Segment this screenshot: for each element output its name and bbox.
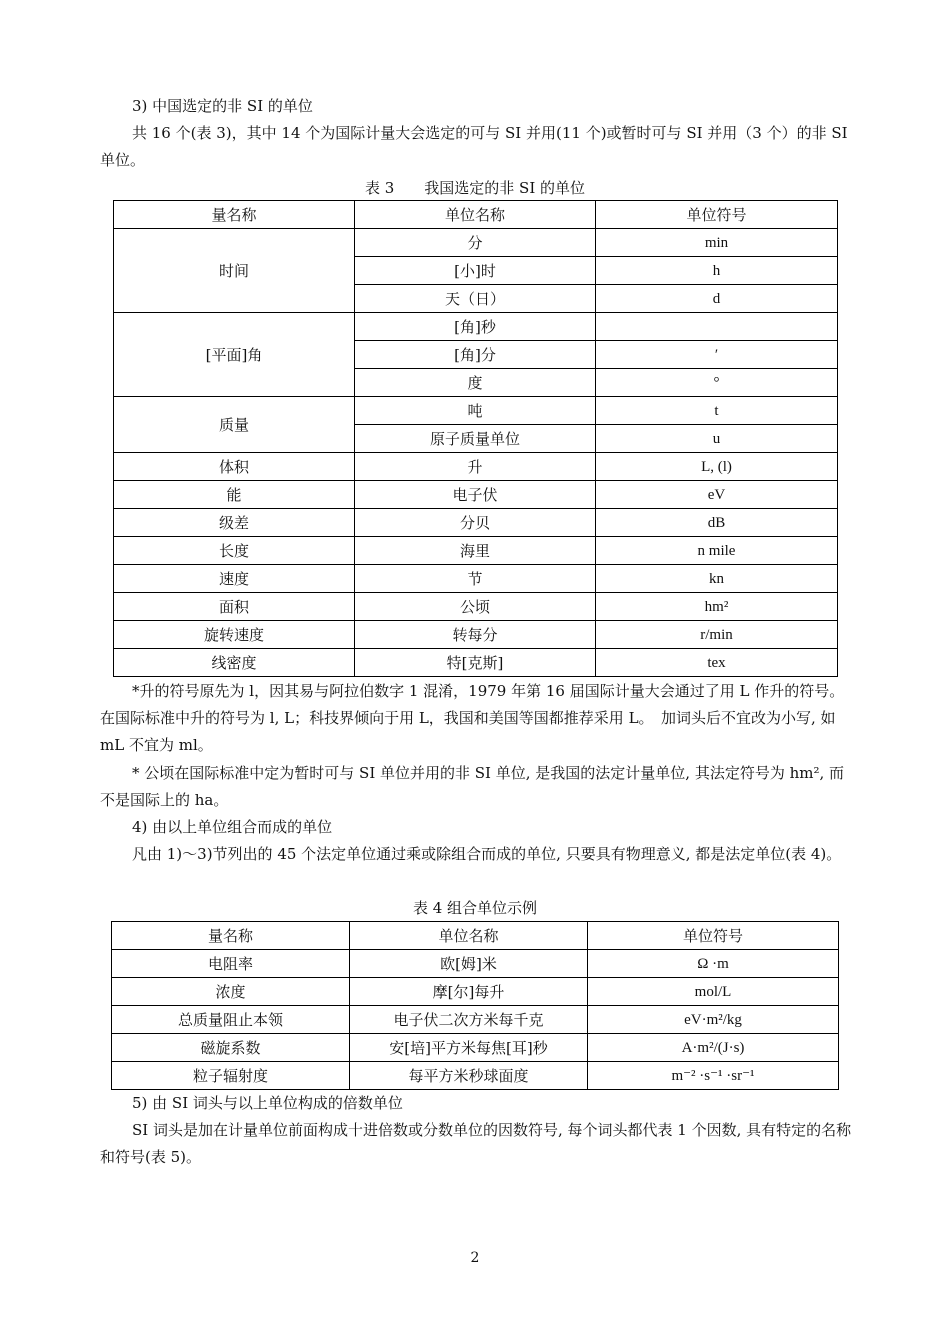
- table3-header-row: [114, 201, 838, 229]
- unit-symbol-cell: eV: [596, 481, 838, 509]
- section5-heading: 5) 由 SI 词头与以上单位构成的倍数单位: [132, 1094, 403, 1112]
- table-row: [114, 593, 838, 621]
- table-row: [112, 1006, 839, 1034]
- unit-symbol-cell: ′: [596, 341, 838, 369]
- unit-name-cell: 分: [355, 229, 596, 257]
- section4-heading: 4) 由以上单位组合而成的单位: [132, 818, 333, 836]
- quantity-cell: 速度: [114, 565, 355, 593]
- unit-name-cell: 升: [355, 453, 596, 481]
- unit-symbol-cell: t: [596, 397, 838, 425]
- unit-symbol-cell: mol/L: [588, 978, 839, 1006]
- quantity-cell: [平面]角: [114, 313, 355, 397]
- unit-symbol-cell: A·m²/(J·s): [588, 1034, 839, 1062]
- table4-header-unit-symbol: 单位符号: [588, 922, 839, 950]
- quantity-cell: 面积: [114, 593, 355, 621]
- unit-name-cell: 度: [355, 369, 596, 397]
- quantity-cell: 总质量阻止本领: [112, 1006, 350, 1034]
- table3-header-unit-symbol: 单位符号: [596, 201, 838, 229]
- quantity-cell: 线密度: [114, 649, 355, 677]
- table-row: [112, 1062, 839, 1090]
- unit-name-cell: 转每分: [355, 621, 596, 649]
- quantity-cell: 长度: [114, 537, 355, 565]
- unit-name-cell: 欧[姆]米: [350, 950, 588, 978]
- unit-symbol-cell: L, (l): [596, 453, 838, 481]
- unit-symbol-cell: kn: [596, 565, 838, 593]
- quantity-cell: 磁旋系数: [112, 1034, 350, 1062]
- unit-name-cell: 每平方米秒球面度: [350, 1062, 588, 1090]
- unit-name-cell: 吨: [355, 397, 596, 425]
- table-row: [114, 453, 838, 481]
- section3-intro: 共 16 个(表 3)，其中 14 个为国际计量大会选定的可与 SI 并用(11 个)或暂时可与 SI 并用（3 个）的非 SI 单位。: [100, 124, 848, 169]
- unit-name-cell: 海里: [355, 537, 596, 565]
- unit-name-cell: 摩[尔]每升: [350, 978, 588, 1006]
- unit-symbol-cell: m⁻² ·s⁻¹ ·sr⁻¹: [588, 1062, 839, 1090]
- note-hectare: * 公顷在国际标准中定为暂时可与 SI 单位并用的非 SI 单位, 是我国的法定计量单位, 其法定符号为 hm², 而不是国际上的 ha。: [100, 764, 845, 809]
- quantity-cell: 质量: [114, 397, 355, 453]
- table-row: [114, 481, 838, 509]
- table-row: [114, 313, 838, 341]
- table3-header-quantity: 量名称: [114, 201, 355, 229]
- unit-symbol-cell: n mile: [596, 537, 838, 565]
- unit-symbol-cell: hm²: [596, 593, 838, 621]
- unit-symbol-cell: tex: [596, 649, 838, 677]
- unit-symbol-cell: r/min: [596, 621, 838, 649]
- table-row: [114, 565, 838, 593]
- table4-caption: 表 4 组合单位示例: [412, 899, 538, 917]
- note-liter: *升的符号原先为 l，因其易与阿拉伯数字 1 混淆，1979 年第 16 届国际计量大会通过了用 L 作升的符号。 在国际标准中升的符号为 l, L；科技界倾向于用 L，我国和美国等国都推荐采用 L。 加词头后不宜改为小写, 如 mL 不宜为 ml。: [100, 682, 852, 754]
- table4-header-unit-name: 单位名称: [350, 922, 588, 950]
- quantity-cell: 浓度: [112, 978, 350, 1006]
- table-row: [114, 509, 838, 537]
- table-row: [114, 649, 838, 677]
- unit-name-cell: 原子质量单位: [355, 425, 596, 453]
- section3-heading: 3) 中国选定的非 SI 的单位: [132, 97, 313, 115]
- table-row: [114, 537, 838, 565]
- unit-symbol-cell: d: [596, 285, 838, 313]
- table4-header-row: [112, 922, 839, 950]
- unit-name-cell: 公顷: [355, 593, 596, 621]
- quantity-cell: 体积: [114, 453, 355, 481]
- unit-symbol-cell: °: [596, 369, 838, 397]
- unit-symbol-cell: h: [596, 257, 838, 285]
- table-row: [112, 950, 839, 978]
- unit-name-cell: 电子伏二次方米每千克: [350, 1006, 588, 1034]
- quantity-cell: 粒子辐射度: [112, 1062, 350, 1090]
- unit-name-cell: 分贝: [355, 509, 596, 537]
- unit-symbol-cell: eV·m²/kg: [588, 1006, 839, 1034]
- table-row: [112, 1034, 839, 1062]
- table4-header-quantity: 量名称: [112, 922, 350, 950]
- unit-symbol-cell: [596, 313, 838, 341]
- unit-name-cell: 安[培]平方米每焦[耳]秒: [350, 1034, 588, 1062]
- unit-name-cell: 特[克斯]: [355, 649, 596, 677]
- unit-name-cell: 电子伏: [355, 481, 596, 509]
- table-row: [112, 978, 839, 1006]
- table-row: [114, 621, 838, 649]
- unit-name-cell: 节: [355, 565, 596, 593]
- table3: [113, 200, 838, 677]
- table3-header-unit-name: 单位名称: [355, 201, 596, 229]
- unit-name-cell: 天（日）: [355, 285, 596, 313]
- quantity-cell: 能: [114, 481, 355, 509]
- unit-symbol-cell: min: [596, 229, 838, 257]
- table-row: [114, 397, 838, 425]
- page-number: 2: [470, 1250, 480, 1266]
- unit-symbol-cell: Ω ·m: [588, 950, 839, 978]
- section5-intro: SI 词头是加在计量单位前面构成十进倍数或分数单位的因数符号, 每个词头都代表 1 个因数, 具有特定的名称和符号(表 5)。: [100, 1121, 852, 1166]
- table4: [111, 921, 839, 1090]
- unit-name-cell: [小]时: [355, 257, 596, 285]
- table3-caption: 表 3 我国选定的非 SI 的单位: [364, 179, 586, 197]
- unit-symbol-cell: u: [596, 425, 838, 453]
- quantity-cell: 时间: [114, 229, 355, 313]
- section4-intro: 凡由 1)～3)节列出的 45 个法定单位通过乘或除组合而成的单位, 只要具有物理意义, 都是法定单位(表 4)。: [132, 845, 842, 863]
- quantity-cell: 级差: [114, 509, 355, 537]
- table-row: [114, 229, 838, 257]
- unit-name-cell: [角]分: [355, 341, 596, 369]
- quantity-cell: 旋转速度: [114, 621, 355, 649]
- quantity-cell: 电阻率: [112, 950, 350, 978]
- unit-symbol-cell: dB: [596, 509, 838, 537]
- unit-name-cell: [角]秒: [355, 313, 596, 341]
